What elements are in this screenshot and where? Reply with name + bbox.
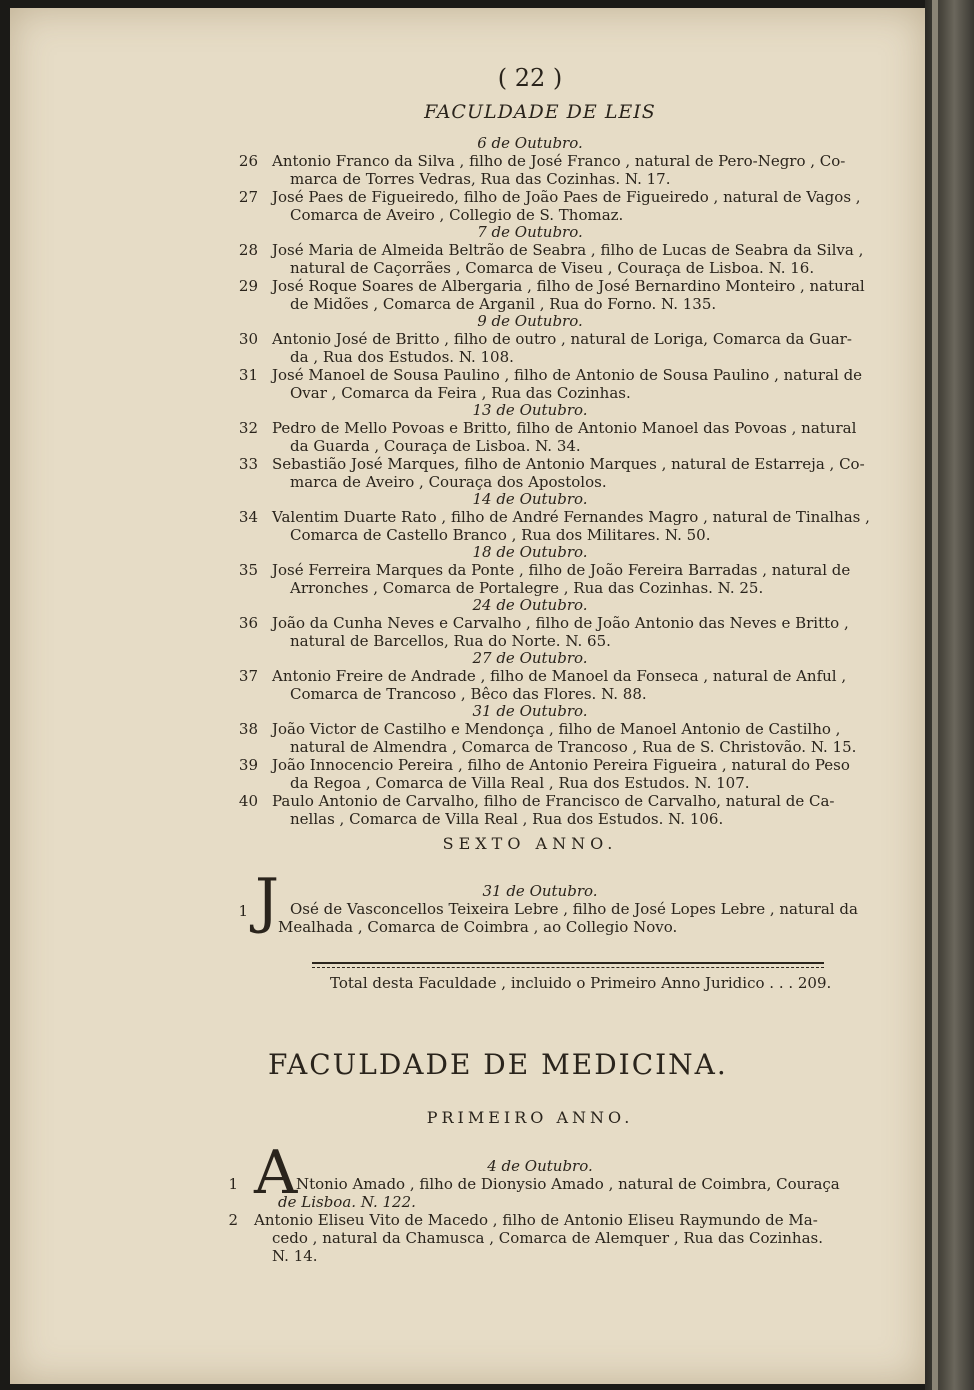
entry-line: Sebastião José Marques, filho de Antonio Marques , natural de Estarreja , Co- [272, 455, 865, 473]
entry-line: Ntonio Amado , filho de Dionysio Amado , natural de Coimbra, Couraça [296, 1175, 840, 1193]
separator-rule [312, 962, 824, 968]
entry-line: Pedro de Mello Povoas e Britto, filho de Antonio Manoel das Povoas , natural [272, 419, 857, 437]
entry-line: de Lisboa. N. 122. [278, 1193, 416, 1211]
entry-number: 33 [238, 455, 258, 473]
entry-line: Paulo Antonio de Carvalho, filho de Francisco de Carvalho, natural de Ca- [272, 792, 835, 810]
entry-number: 34 [238, 508, 258, 526]
entry-number: 40 [238, 792, 258, 810]
date-heading: 18 de Outubro. [472, 543, 588, 561]
entry-number: 28 [238, 241, 258, 259]
date-heading: 6 de Outubro. [477, 134, 583, 152]
date-heading: 9 de Outubro. [477, 312, 583, 330]
entry-number: 36 [238, 614, 258, 632]
primeiro-anno-heading: PRIMEIRO ANNO. [426, 1108, 634, 1127]
entry-line: da , Rua dos Estudos. N. 108. [290, 348, 514, 366]
entry-number: 30 [238, 330, 258, 348]
entry-line: marca de Torres Vedras, Rua das Cozinhas. N. 17. [290, 170, 671, 188]
entry-number: 35 [238, 561, 258, 579]
entry-line: Mealhada , Comarca de Coimbra , ao Collegio Novo. [278, 918, 678, 936]
entry-number: 32 [238, 419, 258, 437]
entry-line: natural de Caçorrães , Comarca de Viseu , Couraça de Lisboa. N. 16. [290, 259, 815, 277]
entry-line: da Regoa , Comarca de Villa Real , Rua dos Estudos. N. 107. [290, 774, 750, 792]
entry-line: Antonio Freire de Andrade , filho de Manoel da Fonseca , natural de Anful , [272, 667, 847, 685]
faculty-title-medicina: FACULDADE DE MEDICINA. [268, 1048, 728, 1081]
entry-line: Comarca de Trancoso , Bêco das Flores. N. 88. [290, 685, 647, 703]
entry-number: 39 [238, 756, 258, 774]
entry-line: José Manoel de Sousa Paulino , filho de Antonio de Sousa Paulino , natural de [272, 366, 863, 384]
entry-line: cedo , natural da Chamusca , Comarca de Alemquer , Rua das Cozinhas. [272, 1229, 823, 1247]
sexto-anno-heading: SEXTO ANNO. [442, 834, 618, 853]
date-heading: 27 de Outubro. [472, 649, 588, 667]
entry-line: Comarca de Castello Branco , Rua dos Militares. N. 50. [290, 526, 711, 544]
entry-number: 38 [238, 720, 258, 738]
entry-line: João Innocencio Pereira , filho de Antonio Pereira Figueira , natural do Peso [272, 756, 850, 774]
faculty-title-leis: FACULDADE DE LEIS [424, 101, 656, 123]
entry-line: José Maria de Almeida Beltrão de Seabra , filho de Lucas de Seabra da Silva , [272, 241, 864, 259]
date-heading: 7 de Outubro. [477, 223, 583, 241]
entry-line: N. 14. [272, 1247, 318, 1265]
entry-line: Arronches , Comarca de Portalegre , Rua das Cozinhas. N. 25. [290, 579, 764, 597]
entry-number: 1 [228, 1175, 238, 1193]
drop-cap: J [255, 866, 280, 936]
date-heading: 31 de Outubro. [482, 882, 598, 900]
drop-cap: A [254, 1138, 298, 1208]
entry-number: 1 [238, 902, 248, 920]
entry-number: 31 [238, 366, 258, 384]
date-heading: 24 de Outubro. [472, 596, 588, 614]
entry-line: José Paes de Figueiredo, filho de João Paes de Figueiredo , natural de Vagos , [272, 188, 861, 206]
entry-line: marca de Aveiro , Couraça dos Apostolos. [290, 473, 607, 491]
entry-number: 29 [238, 277, 258, 295]
total-line: Total desta Faculdade , incluido o Primeiro Anno Juridico . . . 209. [330, 974, 832, 992]
entry-line: Antonio José de Britto , filho de outro , natural de Loriga, Comarca da Guar- [272, 330, 852, 348]
spine-edge [932, 0, 938, 1390]
entry-line: Antonio Franco da Silva , filho de José Franco , natural de Pero-Negro , Co- [272, 152, 846, 170]
entry-line: João Victor de Castilho e Mendonça , filho de Manoel Antonio de Castilho , [272, 720, 841, 738]
entry-line: José Roque Soares de Albergaria , filho de José Bernardino Monteiro , natural [272, 277, 865, 295]
date-heading: 4 de Outubro. [487, 1157, 593, 1175]
entry-line: João da Cunha Neves e Carvalho , filho de João Antonio das Neves e Britto , [272, 614, 849, 632]
entry-number: 27 [238, 188, 258, 206]
entry-line: Valentim Duarte Rato , filho de André Fernandes Magro , natural de Tinalhas , [272, 508, 870, 526]
entry-number: 37 [238, 667, 258, 685]
entry-line: Ovar , Comarca da Feira , Rua das Cozinhas. [290, 384, 631, 402]
entry-number: 26 [238, 152, 258, 170]
date-heading: 14 de Outubro. [472, 490, 588, 508]
date-heading: 13 de Outubro. [472, 401, 588, 419]
entry-line: José Ferreira Marques da Ponte , filho de João Fereira Barradas , natural de [272, 561, 851, 579]
date-heading: 31 de Outubro. [472, 702, 588, 720]
entry-line: Osé de Vasconcellos Teixeira Lebre , filho de José Lopes Lebre , natural da [290, 900, 858, 918]
page-number: ( 22 ) [497, 64, 563, 92]
entry-line: nellas , Comarca de Villa Real , Rua dos Estudos. N. 106. [290, 810, 724, 828]
entry-line: de Midões , Comarca de Arganil , Rua do Forno. N. 135. [290, 295, 717, 313]
entry-number: 2 [228, 1211, 238, 1229]
entry-line: Comarca de Aveiro , Collegio de S. Thomaz. [290, 206, 624, 224]
entry-line: da Guarda , Couraça de Lisboa. N. 34. [290, 437, 581, 455]
entry-line: Antonio Eliseu Vito de Macedo , filho de Antonio Eliseu Raymundo de Ma- [254, 1211, 818, 1229]
entry-line: natural de Barcellos, Rua do Norte. N. 65. [290, 632, 611, 650]
entry-line: natural de Almendra , Comarca de Trancoso , Rua de S. Christovão. N. 15. [290, 738, 857, 756]
